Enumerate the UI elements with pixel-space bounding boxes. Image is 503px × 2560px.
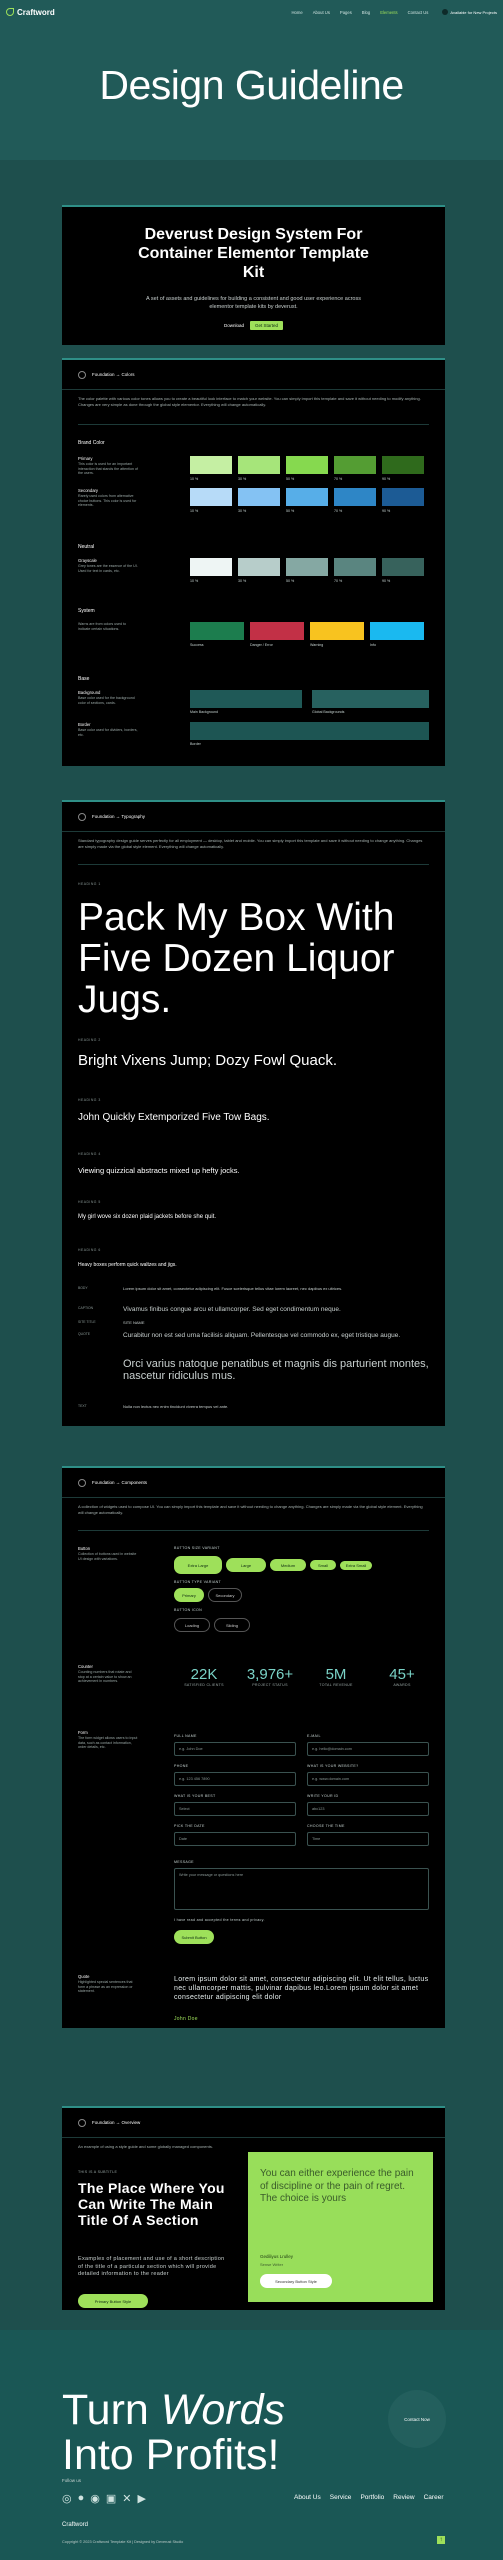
nav-item-blog[interactable]: Blog [361, 9, 371, 15]
youtube-icon[interactable]: ▶ [137, 2493, 146, 2505]
back-to-top-icon[interactable]: ↑ [437, 2536, 445, 2544]
primary-desc [78, 456, 138, 476]
intro-buttons [62, 321, 445, 330]
sliding-button[interactable]: Sliding [214, 1618, 250, 1632]
quote-panel [248, 2152, 433, 2302]
form-desc [78, 1730, 138, 1750]
loading-button[interactable]: Loading [174, 1618, 210, 1632]
instagram-icon[interactable]: ◎ [62, 2493, 72, 2505]
swatch-global-bg [312, 690, 429, 708]
cta-word: Turn [62, 2386, 149, 2434]
x-icon[interactable]: ✕ [122, 2493, 132, 2505]
field-label: E-MAIL [307, 1734, 321, 1738]
form-input[interactable]: e.g. 123 456 7890 [174, 1772, 296, 1786]
h6-sample: Heavy boxes perform quick waltzes and jigs. [78, 1262, 177, 1268]
nav-menu [292, 10, 429, 15]
section-title: The Place Where You Can Write The Main Title Of A Section [78, 2180, 225, 2229]
quote-body: Lorem ipsum dolor sit amet, consectetur adipiscing elit. Ut elit tellus, luctus nec ullamcorper mattis, pulvinar dapibus leo.Lorem ipsum dolor sit amet consectetur adipiscing elit dolor [174, 1976, 429, 2001]
swatch-label: 10 % [190, 509, 199, 513]
system-label: System [78, 608, 95, 614]
form-title: Form [78, 1730, 88, 1735]
color-swatch [286, 558, 328, 576]
swatch-label: Main Background [190, 710, 218, 714]
xs-button[interactable]: Extra Small [340, 1561, 372, 1570]
field-label: PICK THE DATE [174, 1824, 205, 1828]
typo-desc: Standard typography design guide serves perfectly for all employment — desktop, tablet and mobile. You can simply import this template and save it without needing to change anything. Changes are simply made via the global style element. Everything will change automatically. [78, 838, 423, 849]
stat-label: SATISFIED CLIENTS [184, 1683, 224, 1687]
section-text: Examples of placement and use of a short description of the title of a particular section which will provide detailed information to the reader [78, 2256, 225, 2278]
field-label: FULL NAME [174, 1734, 197, 1738]
field-label: PHONE [174, 1764, 189, 1768]
typo-row [78, 1320, 429, 1325]
intro-title: Deverust Design System For Container Elementor Template Kit [138, 226, 369, 282]
h1-sample: Pack My Box With Five Dozen Liquor Jugs. [78, 896, 395, 1021]
breadcrumb [62, 1468, 445, 1498]
form-input[interactable]: e.g. hello@domain.com [307, 1742, 429, 1756]
swatch-label: Success [190, 643, 204, 647]
row-key: TEXT [78, 1404, 87, 1408]
message-label: MESSAGE [174, 1860, 194, 1864]
footer-link-career[interactable]: Career [423, 2494, 444, 2501]
swatch-label: 70 % [334, 509, 343, 513]
panel-role: Sense Writer [260, 2262, 284, 2267]
border-desc [78, 722, 138, 737]
nav-item-about[interactable]: About Us [312, 9, 330, 15]
h1-label: HEADING 1 [78, 882, 101, 886]
palette-icon [78, 371, 86, 379]
field-label: WHAT IS YOUR BEST [174, 1794, 216, 1798]
stat-number: 5M [325, 1666, 347, 1683]
row-key: CAPTION [78, 1306, 94, 1310]
grayscale-title: Grayscale [78, 558, 97, 563]
swatch-main-bg [190, 690, 302, 708]
footer-link-review[interactable]: Review [393, 2494, 415, 2501]
swatch-label: 10 % [190, 477, 199, 481]
form-text: The form widget allows users to input data, such as contact information, order details, etc. [78, 1735, 138, 1750]
section-eyebrow: THIS IS A SUBTITLE [78, 2170, 118, 2174]
button-text: Collection of buttons used in website UI design with variations. [78, 1551, 137, 1561]
page-title: Design Guideline [99, 62, 404, 108]
grayscale-text: Grey tones are the essence of the UI. Used for text in cards, etc. [78, 563, 138, 573]
typo-row [78, 1306, 429, 1313]
color-swatch [382, 456, 424, 474]
background-desc [78, 690, 138, 705]
get-started-button[interactable]: Get Started [250, 321, 283, 330]
type-label: BUTTON TYPE VARIANT [174, 1580, 222, 1584]
social-icons [62, 2492, 146, 2505]
h3-sample: John Quickly Extemporized Five Tow Bags. [78, 1112, 270, 1123]
brand-color-label: Brand Color [78, 440, 105, 446]
row-key: QUOTE [78, 1332, 91, 1336]
row-value: Nulla non lectus nec enim tincidunt viverra tempus vel ante. [123, 1404, 229, 1409]
color-swatch [238, 456, 280, 474]
row-key: SITE TITLE [78, 1320, 96, 1324]
small-button[interactable]: Small [310, 1560, 336, 1570]
primary-button[interactable]: Primary [174, 1588, 204, 1602]
color-swatch [382, 488, 424, 506]
swatch-label: 50 % [286, 477, 295, 481]
h2-sample: Bright Vixens Jump; Dozy Fowl Quack. [78, 1052, 337, 1069]
primary-text: This color is used for an important interaction that stands the attention of the users. [78, 461, 138, 476]
color-swatch [310, 622, 364, 640]
top-nav [0, 0, 503, 24]
quote-text: Highlighted special sentences that form a phrase as an expression or statement. [78, 1979, 133, 1994]
colors-card [62, 358, 445, 766]
row-value: Orci varius natoque penatibus et magnis dis parturient montes, nascetur ridiculus mus. [123, 1358, 429, 1382]
row-value: SITE NAME [123, 1320, 145, 1325]
nav-cta-button[interactable] [442, 9, 497, 15]
breadcrumb [62, 360, 445, 390]
row-value: Curabitur non est sed urna facilisis aliquam. Pellentesque vel commodo ex, eget tristique augue. [123, 1332, 401, 1339]
field-label: WRITE YOUR ID [307, 1794, 339, 1798]
swatch-label: Warning [310, 643, 324, 647]
form-input[interactable]: e.g. John Doe [174, 1742, 296, 1756]
nav-item-pages[interactable]: Pages [339, 9, 352, 15]
swatch-border [190, 722, 429, 740]
divider [78, 1530, 429, 1531]
logo-text: Craftword [17, 7, 55, 17]
components-card [62, 1466, 445, 2028]
typo-row [78, 1286, 429, 1291]
button-title: Button [78, 1546, 91, 1551]
h2-label: HEADING 2 [78, 1038, 101, 1042]
overview-icon [78, 2119, 86, 2127]
nav-item-elements[interactable]: Elements [380, 9, 398, 15]
background-title: Background [78, 690, 101, 695]
panel-quote: You can either experience the pain of discipline or the pain of regret. The choice is yours [260, 2168, 414, 2204]
color-swatch [190, 558, 232, 576]
form-input[interactable]: Time [307, 1832, 429, 1846]
swatch-label: 70 % [334, 579, 343, 583]
swatch-label: Info [370, 643, 376, 647]
stat-number: 22K [190, 1666, 218, 1683]
h4-label: HEADING 4 [78, 1152, 101, 1156]
facebook-icon[interactable]: ● [77, 2492, 85, 2504]
secondary-desc [78, 488, 138, 508]
message-textarea[interactable]: Write your message or questions here [174, 1868, 429, 1910]
secondary-text: Rarely used colors from alternative choice buttons. This color is used for elements. [78, 493, 137, 508]
row-value: Lorem ipsum dolor sit amet, consectetur adipiscing elit. Fusce scelerisque tellus vitae lorem laoreet, nec dapibus ex ultrices. [123, 1286, 343, 1291]
color-swatch [334, 456, 376, 474]
stat-item [240, 1666, 300, 1687]
comp-desc: A collection of widgets used to compose UI. You can simply import this template and save it without needing to change anything. Changes are simply made via the global style element. Everything will change automatically. [78, 1504, 423, 1515]
form-input[interactable]: e.g. www.domain.com [307, 1772, 429, 1786]
consent-text: I have read and accepted the terms and privacy. [174, 1918, 265, 1922]
stat-number: 3,976+ [246, 1666, 294, 1683]
form-input[interactable]: abc123 [307, 1802, 429, 1816]
footer-link-portfolio[interactable]: Portfolio [360, 2494, 385, 2501]
stat-number: 45+ [389, 1666, 415, 1683]
stat-item [174, 1666, 234, 1687]
contact-now-button[interactable] [388, 2390, 446, 2448]
stat-label: TOTAL REVENUE [319, 1683, 353, 1687]
counter-title: Counter [78, 1664, 93, 1669]
quote-desc [78, 1974, 138, 1994]
grayscale-desc [78, 558, 138, 573]
stat-label: AWARDS [393, 1683, 411, 1687]
swatch-label: Border [190, 742, 201, 746]
swatch-label: 90 % [382, 579, 391, 583]
components-icon [78, 1479, 86, 1487]
color-swatch [238, 558, 280, 576]
typo-row [78, 1404, 429, 1409]
nav-item-home[interactable]: Home [291, 9, 303, 15]
follow-label: Follow us [62, 2478, 82, 2483]
large-button[interactable]: Large [226, 1558, 266, 1572]
typo-row [78, 1332, 429, 1339]
button-desc [78, 1546, 138, 1561]
footer-link-about[interactable]: About Us [294, 2494, 321, 2501]
color-swatch [286, 488, 328, 506]
submit-button[interactable]: Submit Button [174, 1930, 214, 1944]
form-input[interactable]: Select [174, 1802, 296, 1816]
logo-icon [6, 8, 14, 16]
intro-desc: A set of assets and guidelines for building a consistent and good user experience across elementor template kits by deverust. [146, 295, 361, 310]
stat-item [372, 1666, 432, 1687]
overview-card [62, 2106, 445, 2310]
secondary-button[interactable]: Secondary [208, 1588, 242, 1602]
color-swatch [190, 488, 232, 506]
swatch-label: Global Backgrounds [312, 710, 345, 714]
color-swatch [238, 488, 280, 506]
quote-title: Quote [78, 1974, 90, 1979]
swatch-label: 10 % [190, 579, 199, 583]
icon-label: BUTTON ICON [174, 1608, 202, 1612]
cta-headline [62, 2388, 285, 2478]
border-text: Base color used for dividers, borders, etc. [78, 727, 138, 737]
h3-label: HEADING 3 [78, 1098, 101, 1102]
swatch-label: 30 % [238, 579, 247, 583]
counter-desc [78, 1664, 138, 1684]
breadcrumb [62, 802, 445, 832]
system-desc [78, 622, 138, 632]
color-swatch [334, 558, 376, 576]
primary-title: Primary [78, 456, 93, 461]
footer-logo[interactable]: Craftword [62, 2522, 89, 2528]
swatch-label: 70 % [334, 477, 343, 481]
panel-author: Gediliyus Lrulley [260, 2254, 294, 2259]
primary-style-button[interactable]: Primary Button Style [78, 2294, 148, 2308]
row-key [78, 1358, 123, 1382]
text-icon [78, 813, 86, 821]
cta-word-italic: Words [160, 2386, 286, 2434]
colors-desc: The color palette with various color tones allows you to create a beautiful look interface to match your website. You can simply import this template and save it without needing to modify anything. Changes are very simple as done through the global style elementor. Everything will change automatically. [78, 396, 421, 407]
color-swatch [334, 488, 376, 506]
hero-section [0, 0, 503, 160]
download-button[interactable]: Download [223, 323, 244, 329]
stat-label: PROJECT STATUS [252, 1683, 288, 1687]
breadcrumb-text: Foundation → Overview [92, 2120, 141, 2125]
footer-link-service[interactable]: Service [329, 2494, 352, 2501]
typography-card [62, 800, 445, 1426]
medium-button[interactable]: Medium [270, 1559, 306, 1571]
swatch-label: 30 % [238, 477, 247, 481]
color-swatch [286, 456, 328, 474]
neutral-label: Neutral [78, 544, 95, 550]
border-title: Border [78, 722, 91, 727]
color-swatch [370, 622, 424, 640]
breadcrumb-text: Foundation → Typography [92, 814, 145, 819]
h6-label: HEADING 6 [78, 1248, 101, 1252]
quote-author: John Doe [174, 2016, 198, 2022]
divider [78, 424, 429, 425]
status-dot-icon [442, 9, 448, 15]
color-swatch [190, 622, 244, 640]
cta-word: Into Profits! [62, 2431, 280, 2480]
swatch-label: 50 % [286, 509, 295, 513]
breadcrumb [62, 2108, 445, 2138]
size-label: BUTTON SIZE VARIANT [174, 1546, 220, 1550]
nav-cta-label: Available for New Projects [450, 9, 497, 15]
divider [78, 864, 429, 865]
field-label: CHOOSE THE TIME [307, 1824, 345, 1828]
secondary-style-button[interactable]: Secondary Button Style [260, 2274, 332, 2288]
brand-logo[interactable] [6, 8, 55, 17]
overview-desc: An example of using a style guide and some globally managed components. [78, 2144, 213, 2149]
stat-item [306, 1666, 366, 1687]
xl-button[interactable]: Extra Large [174, 1556, 222, 1574]
contact-now-label: Contact Now [404, 2416, 430, 2422]
field-label: WHAT IS YOUR WEBSITE? [307, 1764, 359, 1768]
row-key: BODY [78, 1286, 88, 1290]
row-value: Vivamus finibus congue arcu et ullamcorper. Sed eget condimentum neque. [123, 1306, 341, 1313]
color-swatch [190, 456, 232, 474]
color-swatch [382, 558, 424, 576]
intro-card [62, 205, 445, 345]
swatch-label: Danger / Error [250, 643, 273, 647]
secondary-title: Secondary [78, 488, 99, 493]
whatsapp-icon[interactable]: ◉ [90, 2493, 100, 2505]
linkedin-icon[interactable]: ▣ [105, 2493, 117, 2505]
swatch-label: 90 % [382, 477, 391, 481]
swatch-label: 90 % [382, 509, 391, 513]
counter-text: Counting numbers that rotate and stop at a certain value to show an achievement in numbers. [78, 1669, 132, 1684]
color-swatch [250, 622, 304, 640]
copyright-text: Copyright © 2023 Craftword Template Kit | Designed by Deverust Studio [62, 2540, 184, 2544]
swatch-label: 50 % [286, 579, 295, 583]
typo-row [78, 1358, 429, 1382]
form-input[interactable]: Date [174, 1832, 296, 1846]
h4-sample: Viewing quizzical abstracts mixed up hefty jocks. [78, 1166, 240, 1175]
consent-checkbox[interactable] [174, 1918, 265, 1922]
system-text: Warns are from colors used to indicate certain situations. [78, 622, 126, 631]
h5-label: HEADING 5 [78, 1200, 101, 1204]
h5-sample: My girl wove six dozen plaid jackets before she quit. [78, 1214, 217, 1220]
footer-links [294, 2494, 443, 2501]
breadcrumb-text: Foundation → Colors [92, 372, 135, 377]
nav-item-contact[interactable]: Contact Us [407, 9, 429, 15]
base-label: Base [78, 676, 90, 682]
background-text: Base color used for the background color of sections, cards. [78, 695, 135, 705]
swatch-label: 30 % [238, 509, 247, 513]
breadcrumb-text: Foundation → Components [92, 1480, 148, 1485]
